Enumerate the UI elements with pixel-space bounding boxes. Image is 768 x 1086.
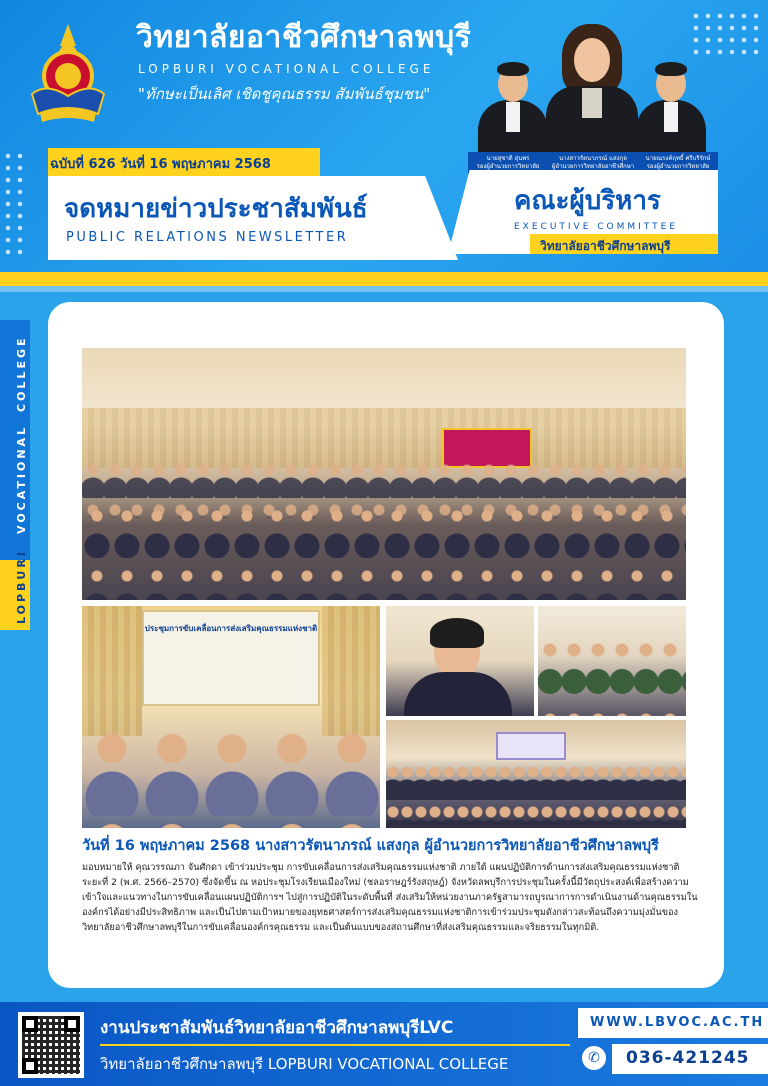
executive-name: นางสาวรัตนาภรณ์ แสงกุล xyxy=(559,155,627,162)
issue-number: ฉบับที่ 626 วันที่ 16 พฤษภาคม 2568 xyxy=(48,148,320,176)
meeting-stage-photo xyxy=(82,606,380,828)
decorative-dots xyxy=(0,150,30,260)
website-link[interactable]: WWW.LBVOC.AC.TH xyxy=(578,1008,768,1038)
newsletter-title-english: PUBLIC RELATIONS NEWSLETTER xyxy=(66,230,349,245)
footer-college-name: วิทยาลัยอาชีวศึกษาลพบุรี LOPBURI VOCATIONAL COLLEGE xyxy=(100,1055,509,1073)
footer-pr-department: งานประชาสัมพันธ์วิทยาลัยอาชีวศึกษาลพบุรีLVC xyxy=(100,1018,454,1038)
side-label-college: COLLEGE xyxy=(15,335,28,412)
article-title: วันที่ 16 พฤษภาคม 2568 นางสาวรัตนาภรณ์ แสงกุล ผู้อำนวยการวิทยาลัยอาชีวศึกษาลพบุรี xyxy=(82,838,659,854)
executive-role: รองผู้อำนวยการวิทยาลัย xyxy=(646,163,710,170)
meeting-banner-title: ประชุมการขับเคลื่อนการส่งเสริมคุณธรรมแห่งชาติ xyxy=(144,624,318,633)
audience-group-photo xyxy=(386,720,686,828)
header xyxy=(0,0,768,272)
executive-photo-right xyxy=(636,58,706,158)
side-label-strip xyxy=(0,320,30,630)
executive-photo-left xyxy=(478,58,548,158)
phone-icon: ✆ xyxy=(582,1046,606,1070)
footer-divider xyxy=(100,1044,570,1046)
executive-photo-center xyxy=(546,24,638,154)
side-label-vocational: VOCATIONAL xyxy=(15,424,28,534)
participants-standing-photo xyxy=(538,606,686,716)
yellow-stripe xyxy=(0,272,768,286)
group-photo-main xyxy=(82,348,686,600)
phone-number[interactable]: 036-421245 xyxy=(612,1044,768,1074)
article-body: มอบหมายให้ คุณวรรณภา จันศักดา เข้าร่วมประชุม การขับเคลื่อนการส่งเสริมคุณธรรมแห่งชาติ ภายใต้ แผนปฏิบัติการด้านการส่งเสริมคุณธรรมแห่งชาติ ระยะที่ 2 (พ.ศ. 2566–2570) ซึ่งจัดขึ้น ณ หอประชุมโรงเรียนเมืองใหม่ (ชลอราษฎร์รังสฤษฎ์) จังหวัดลพบุรีการประชุมในครั้งนี้มีวัตถุประสงค์เพื่อสร้างความเข้าใจและแนวทางในการขับเคลื่อนแผนปฏิบัติการฯ ไปสู่การปฏิบัติในระดับพื้นที่ ส่งเสริมให้หน่วยงานภาครัฐสามารถบูรณาการการดำเนินงานด้านคุณธรรมในองค์กรได้อย่างมีประสิทธิภาพ และเป็นไปตามเป้าหมายของยุทธศาสตร์การส่งเสริมคุณธรรมแห่งชาติการเข้าร่วมประชุมดังกล่าวสะท้อนถึงความมุ่งมั่นของวิทยาลัยอาชีวศึกษาลพบุรีในการขับเคลื่อนองค์กรคุณธรรม และเป็นต้นแบบของสถานศึกษาที่ส่งเสริมคุณธรรมและจริยธรรมในทุกมิติ. xyxy=(82,862,698,933)
college-motto: "ทักษะเป็นเลิศ เชิดชูคุณธรรม สัมพันธ์ชุมชน" xyxy=(138,85,431,103)
executive-title-thai: คณะผู้บริหาร xyxy=(514,186,661,216)
divider-stripe xyxy=(0,286,768,292)
executive-role: ผู้อำนวยการวิทยาลัยอาชีวศึกษา xyxy=(551,163,635,170)
executive-name: นายณรงค์ฤทธิ์ ศรีบริรักษ์ xyxy=(645,155,711,162)
side-label-lopburi: LOPBURI xyxy=(15,549,28,624)
executive-name: นายสุชาติ อุ่นพร xyxy=(486,155,530,162)
newsletter-title-thai: จดหมายข่าวประชาสัมพันธ์ xyxy=(64,194,368,224)
executive-title-english: EXECUTIVE COMMITTEE xyxy=(514,222,679,232)
college-name-thai: วิทยาลัยอาชีวศึกษาลพบุรี xyxy=(136,20,472,55)
qr-code[interactable] xyxy=(18,1012,84,1078)
executive-role: รองผู้อำนวยการวิทยาลัย xyxy=(476,163,540,170)
executive-college-label: วิทยาลัยอาชีวศึกษาลพบุรี xyxy=(530,234,718,254)
meeting-banner xyxy=(142,610,320,706)
college-name-english: LOPBURI VOCATIONAL COLLEGE xyxy=(138,62,435,76)
decorative-dots xyxy=(690,10,760,60)
participant-portrait-photo xyxy=(386,606,534,716)
college-emblem-logo xyxy=(26,24,110,124)
